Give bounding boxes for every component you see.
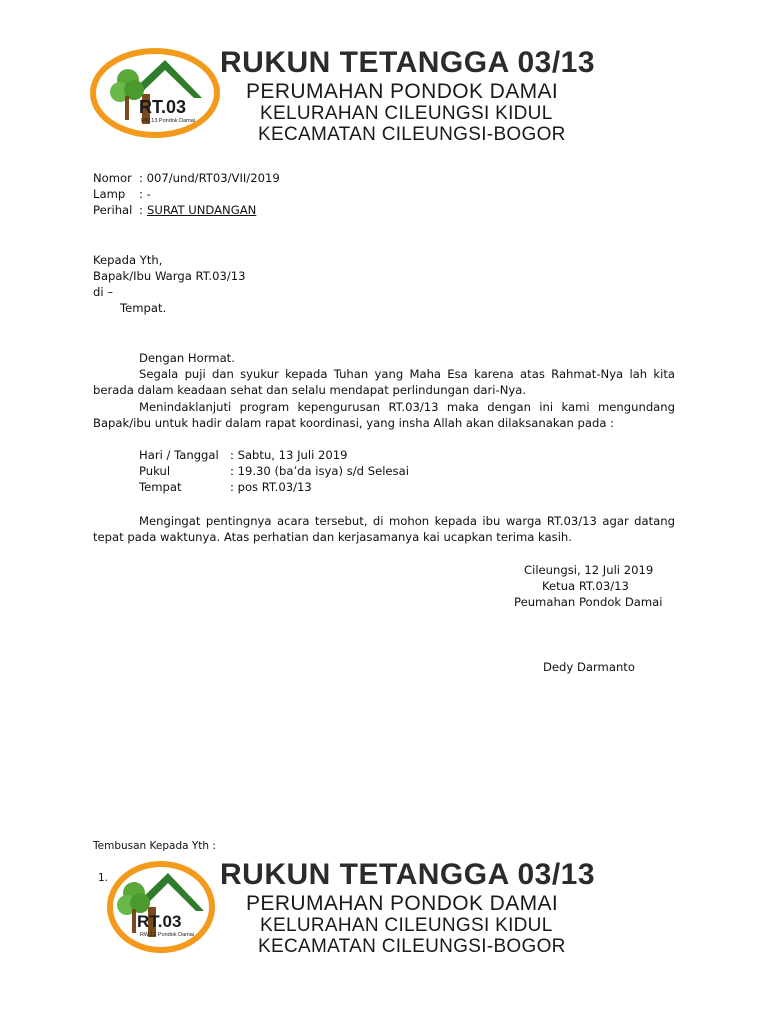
signature-role: Ketua RT.03/13 xyxy=(542,579,629,593)
nomor-value: : 007/und/RT03/VII/2019 xyxy=(139,171,280,185)
logo-sub-text: RW.13 Pondok Damai xyxy=(141,118,196,124)
paragraph-1: Segala puji dan syukur kepada Tuhan yang Maha Esa karena atas Rahmat-Nya lah kita berada dalam keadaan sehat dan selalu mendapat perlindungan dari-Nya. xyxy=(93,367,675,397)
signature-org: Peumahan Pondok Damai xyxy=(514,595,663,609)
detail-label-place: Tempat xyxy=(139,480,182,494)
logo-main-text: RT.03 xyxy=(139,97,187,117)
org-line-1: PERUMAHAN PONDOK DAMAI xyxy=(246,80,559,103)
org-line-3: KECAMATAN CILEUNGSI-BOGOR xyxy=(258,124,566,145)
perihal-value: SURAT UNDANGAN xyxy=(147,203,257,217)
letterhead-bottom xyxy=(0,855,768,965)
cc-item-1: 1. xyxy=(98,872,109,884)
org-title: RUKUN TETANGGA 03/13 xyxy=(220,858,596,891)
paragraph-2: Menindaklanjuti program kepengurusan RT.03/13 maka dengan ini kami mengundang Bapak/ibu untuk hadir dalam rapat koordinasi, yang insha Allah akan dilaksanakan pada : xyxy=(93,400,675,430)
lamp-label: Lamp xyxy=(93,187,126,201)
logo-main-text: RT.03 xyxy=(137,912,182,931)
rt-logo-icon xyxy=(106,861,216,953)
recipient-line-3: di – xyxy=(93,285,114,299)
org-line-2: KELURAHAN CILEUNGSI KIDUL xyxy=(260,103,553,124)
letterhead-top xyxy=(0,40,768,150)
org-line-3: KECAMATAN CILEUNGSI-BOGOR xyxy=(258,936,566,957)
rt-logo-icon xyxy=(90,48,220,138)
nomor-label: Nomor xyxy=(93,171,132,185)
detail-value-place: : pos RT.03/13 xyxy=(230,480,312,494)
detail-value-date: : Sabtu, 13 Juli 2019 xyxy=(230,448,348,462)
greeting: Dengan Hormat. xyxy=(139,351,235,365)
recipient-line-4: Tempat. xyxy=(120,301,167,315)
org-line-2: KELURAHAN CILEUNGSI KIDUL xyxy=(260,915,553,936)
cc-label: Tembusan Kepada Yth : xyxy=(93,840,216,852)
perihal-label: Perihal xyxy=(93,203,133,217)
detail-value-time: : 19.30 (ba’da isya) s/d Selesai xyxy=(230,464,409,478)
recipient-line-1: Kepada Yth, xyxy=(93,253,163,267)
detail-label-time: Pukul xyxy=(139,464,171,478)
logo-sub-text: RW.13 Pondok Damai xyxy=(140,932,195,938)
paragraph-3: Mengingat pentingnya acara tersebut, di mohon kepada ibu warga RT.03/13 agar datang tepat pada waktunya. Atas perhatian dan kerjasamanya kai ucapkan terima kasih. xyxy=(93,514,675,544)
signature-name: Dedy Darmanto xyxy=(543,660,635,674)
org-title: RUKUN TETANGGA 03/13 xyxy=(220,46,596,79)
org-line-1: PERUMAHAN PONDOK DAMAI xyxy=(246,892,559,915)
signature-place-date: Cileungsi, 12 Juli 2019 xyxy=(524,563,654,577)
detail-label-date: Hari / Tanggal xyxy=(139,448,219,462)
perihal-colon: : xyxy=(139,203,143,217)
recipient-line-2: Bapak/Ibu Warga RT.03/13 xyxy=(93,269,246,283)
lamp-value: : - xyxy=(139,187,151,201)
